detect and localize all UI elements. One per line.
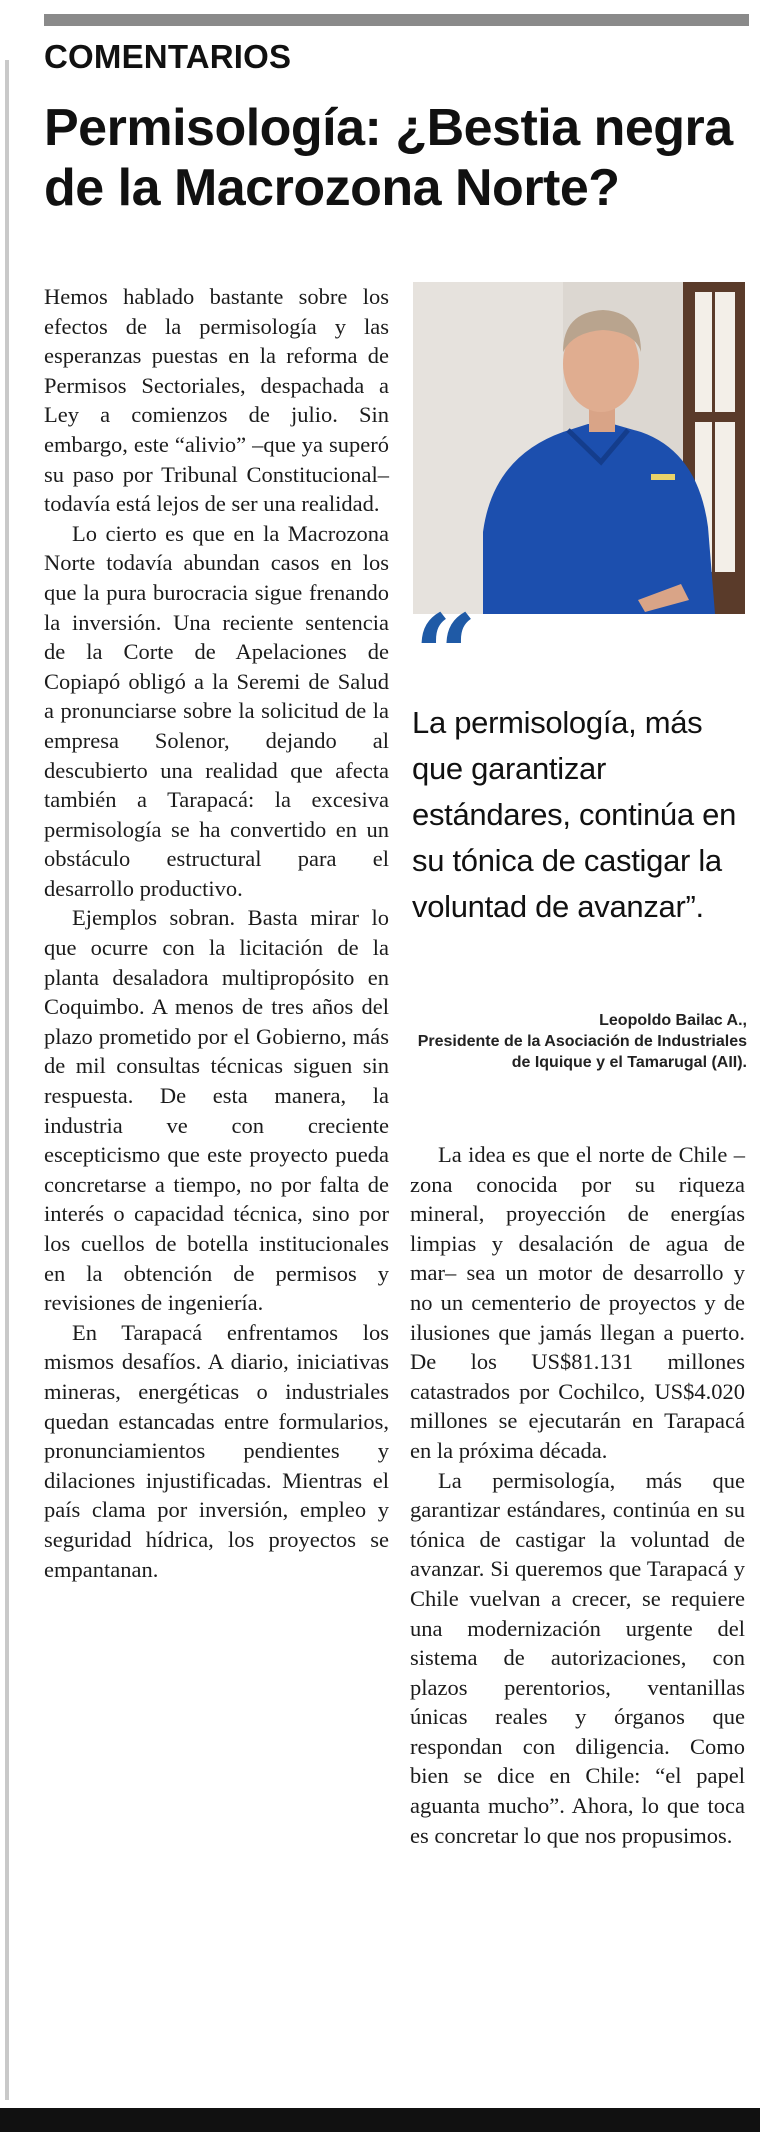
headline: Permisología: ¿Bestia negra de la Macrozona Norte?: [44, 99, 733, 217]
author-portrait-image: [413, 282, 745, 614]
paragraph: Lo cierto es que en la Macrozona Norte todavía abundan casos en los que la pura burocracia sigue frenando la inversión. Una reciente sentencia de la Corte de Apelaciones de Copiapó obligó a la Seremi de Salud a pronunciarse sobre la solicitud de la empresa Solenor, dejando al descubierto una realidad que afecta también a Tarapacá: la excesiva permisología se ha convertido en un obstáculo estructural para el desarrollo productivo.: [44, 520, 389, 901]
paragraph: La idea es que el norte de Chile –zona conocida por su riqueza mineral, proyección de energías limpias y desalación de agua de mar– sea un motor de desarrollo y no un cementerio de proyectos y de ilusiones que jamás llegan a puerto. De los US$81.131 millones catastrados por Cochilco, US$4.020 millones se ejecutarán en Tarapacá en la próxima década.: [410, 1142, 745, 1463]
byline: [412, 1010, 747, 1073]
author-name: Leopoldo Bailac A.,: [599, 1012, 747, 1029]
quote-mark-icon: “: [414, 590, 478, 719]
bottom-rule: [0, 2108, 760, 2132]
article-column-right: [410, 1140, 745, 1850]
pull-quote: La permisología, más que garantizar estándares, continúa en su tónica de castigar la voluntad de avanzar”.: [412, 705, 737, 924]
author-role: Presidente de la Asociación de Industriales de Iquique y el Tamarugal (AII).: [417, 1033, 747, 1071]
paragraph: Ejemplos sobran. Basta mirar lo que ocurre con la licitación de la planta desaladora multipropósito en Coquimbo. A menos de tres años del plazo prometido por el Gobierno, más de mil consultas técnicas siguen sin respuesta. De esta manera, la industria ve con creciente escepticismo que este proyecto pueda concretarse a tiempo, no por falta de interés o capacidad técnica, sino por los cuellos de botella institucionales en la obtención de permisos y revisiones de ingeniería.: [44, 905, 389, 1316]
top-rule: [44, 14, 749, 26]
section-label: COMENTARIOS: [44, 38, 292, 75]
paragraph: Hemos hablado bastante sobre los efectos de la permisología y las esperanzas puestas en la reforma de Permisos Sectoriales, despachada a Ley a comienzos de julio. Sin embargo, este “alivio” –que ya superó su paso por Tribunal Constitucional– todavía está lejos de ser una realidad.: [44, 284, 389, 517]
author-photo: [413, 282, 745, 614]
left-margin-rule: [5, 60, 9, 2100]
paragraph: En Tarapacá enfrentamos los mismos desafíos. A diario, iniciativas mineras, energéticas o industriales quedan estancadas entre formularios, pronunciamientos pendientes y dilaciones injustificadas. Mientras el país clama por inversión, empleo y seguridad hídrica, los proyectos se empantanan.: [44, 1319, 389, 1582]
article-column-left: [44, 282, 389, 1584]
paragraph: La permisología, más que garantizar estándares, continúa en su tónica de castigar la voluntad de avanzar. Si queremos que Tarapacá y Chile vuelvan a crecer, se requiere una modernización urgente del sistema de autorizaciones, con plazos perentorios, ventanillas únicas reales y órganos que respondan con diligencia. Como bien se dice en Chile: “el papel aguanta mucho”. Ahora, lo que toca es concretar lo que nos propusimos.: [410, 1467, 745, 1848]
